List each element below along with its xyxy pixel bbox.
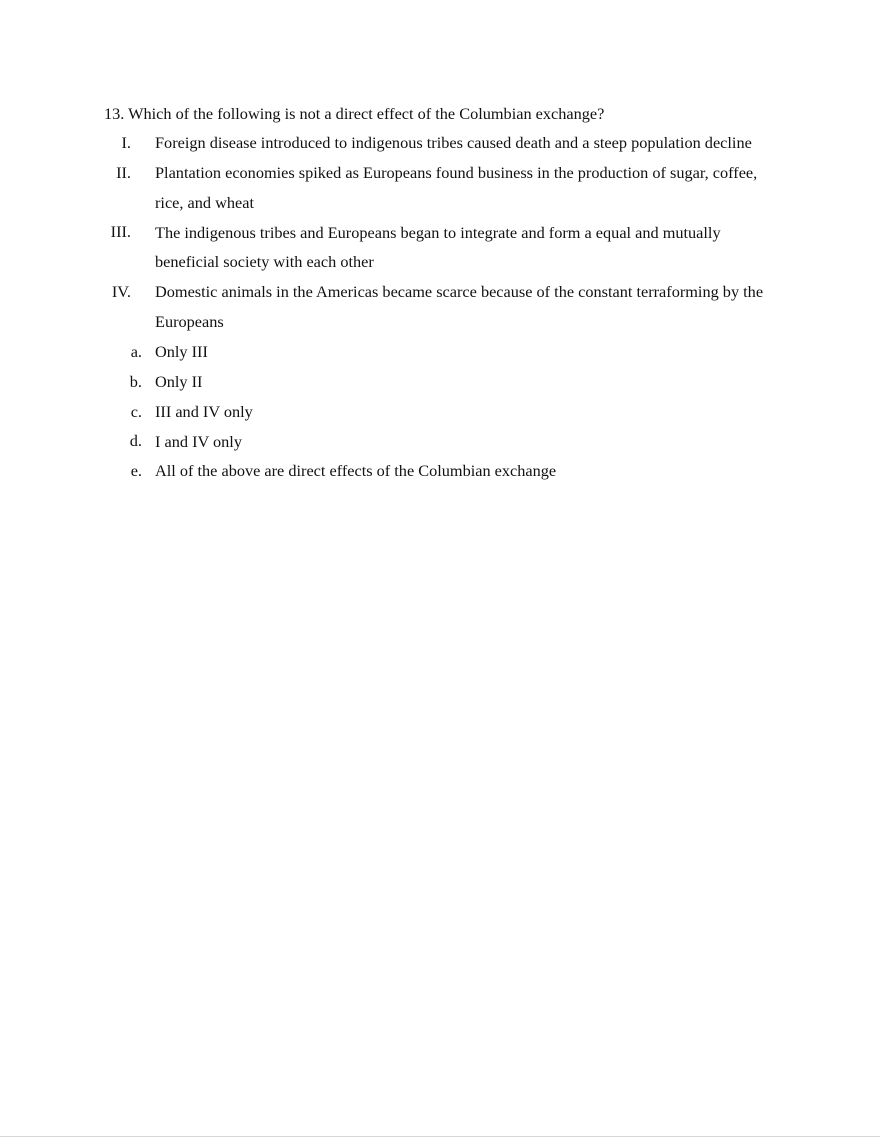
choice-marker: c. [130,401,142,421]
statement-text: Domestic animals in the Americas became scarce because of the constant terraforming by the Europeans [155,282,764,332]
choice-text: I and IV only [155,431,242,451]
choice-text: Only III [155,342,208,362]
answer-choice[interactable] [0,461,880,491]
choice-text: All of the above are direct effects of the Columbian exchange [155,461,557,481]
choice-marker: d. [129,431,142,451]
statement-list [0,133,880,342]
statement-text: Plantation economies spiked as Europeans found business in the production of sugar, coffee, rice, and wheat [155,162,758,212]
question-text: 13. Which of the following is not a direct effect of the Columbian exchange? [104,104,605,123]
answer-choice-list [0,342,880,491]
statement-marker: I. [121,133,131,152]
page-bottom-divider [0,1136,880,1137]
statement-item [0,163,880,223]
statement-marker: II. [116,162,131,182]
statement-text: The indigenous tribes and Europeans began to integrate and form a equal and mutually beneficial society with each other [155,222,721,272]
statement-text: Foreign disease introduced to indigenous tribes caused death and a steep population decline [155,133,752,153]
choice-text: III and IV only [155,401,253,421]
statement-marker: III. [110,222,131,242]
choice-marker: b. [129,371,142,391]
statement-marker: IV. [111,282,131,302]
statement-item [0,222,880,282]
choice-text: Only II [155,371,203,391]
statement-item [0,282,880,342]
choice-marker: a. [130,342,142,361]
choice-marker: e. [130,461,142,481]
